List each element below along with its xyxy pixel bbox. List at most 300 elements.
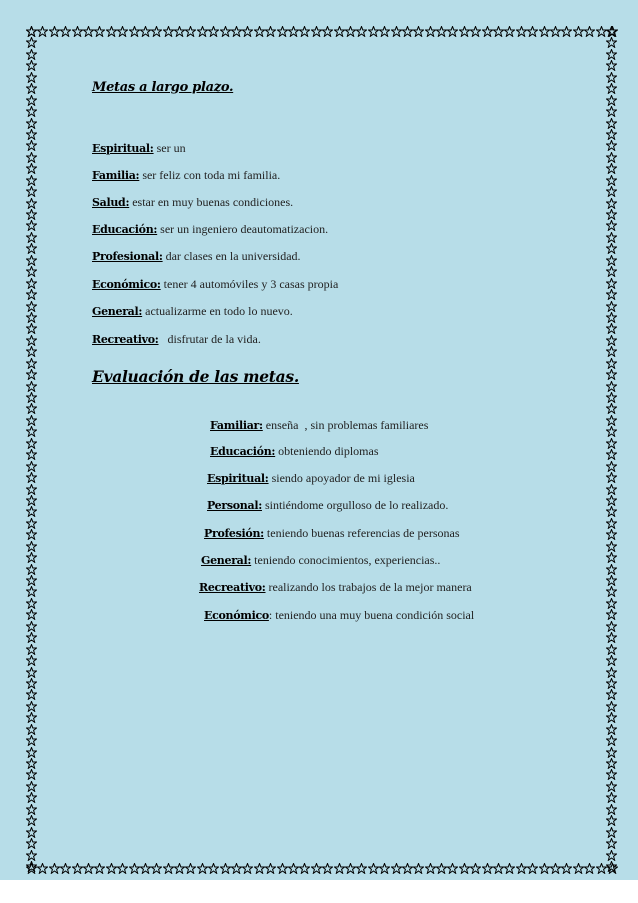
evaluation-text: teniendo conocimientos, experiencias.. [251,553,441,567]
evaluation-label: Económico [204,609,269,622]
star-icon [606,369,617,380]
star-icon [606,598,617,609]
star-icon [129,863,140,874]
evaluation-text: siendo apoyador de mi iglesia [268,471,415,485]
evaluation-line [199,580,472,595]
star-icon [606,392,617,403]
goal-label: Recreativo: [92,333,159,346]
goal-label: Espiritual: [92,142,154,155]
star-icon [117,863,128,874]
star-icon [606,586,617,597]
page-gap [0,880,638,903]
star-icon [174,863,185,874]
goals-evaluation-title: Evaluación de las metas. [92,367,299,386]
star-icon [334,863,345,874]
star-icon [606,552,617,563]
star-icon [26,747,37,758]
star-icon [493,26,504,37]
star-icon [573,26,584,37]
star-icon [231,863,242,874]
star-icon [60,26,71,37]
star-icon [606,106,617,117]
star-icon [26,495,37,506]
star-icon [606,323,617,334]
star-icon [334,26,345,37]
goal-label: Salud: [92,196,130,209]
star-icon [447,26,458,37]
star-icon [606,484,617,495]
star-icon [504,26,515,37]
star-icon [606,60,617,71]
star-icon [37,26,48,37]
star-icon [606,278,617,289]
star-border-right [604,26,618,872]
star-icon [606,209,617,220]
star-icon [606,186,617,197]
star-icon [277,26,288,37]
evaluation-label: General: [201,554,252,567]
star-icon [26,220,37,231]
star-icon [26,529,37,540]
star-icon [197,26,208,37]
star-icon [299,863,310,874]
star-icon [606,449,617,460]
star-icon [26,792,37,803]
star-icon [539,26,550,37]
star-icon [163,863,174,874]
star-icon [26,381,37,392]
star-icon [288,26,299,37]
star-icon [482,26,493,37]
star-border-left [24,26,38,872]
star-icon [26,769,37,780]
star-icon [606,758,617,769]
star-icon [185,863,196,874]
star-icon [26,209,37,220]
star-icon [26,301,37,312]
star-icon [425,26,436,37]
star-icon [482,863,493,874]
star-icon [129,26,140,37]
star-icon [288,863,299,874]
star-icon [606,152,617,163]
star-icon [470,863,481,874]
star-icon [606,255,617,266]
star-icon [368,863,379,874]
star-icon [527,26,538,37]
star-icon [26,701,37,712]
star-icon [299,26,310,37]
star-icon [561,863,572,874]
goal-label: Educación: [92,223,158,236]
star-icon [606,438,617,449]
star-icon [606,472,617,483]
star-icon [539,863,550,874]
star-icon [140,863,151,874]
star-icon [254,863,265,874]
star-icon [493,863,504,874]
star-icon [26,678,37,689]
star-icon [26,724,37,735]
star-icon [379,863,390,874]
evaluation-label: Profesión: [204,527,264,540]
star-border-bottom [26,861,618,875]
star-icon [26,712,37,723]
star-icon [26,186,37,197]
star-icon [163,26,174,37]
star-icon [413,26,424,37]
star-icon [26,735,37,746]
star-icon [94,26,105,37]
star-icon [311,26,322,37]
star-icon [606,609,617,620]
evaluation-label: Familiar: [210,419,263,432]
star-icon [606,575,617,586]
star-icon [26,838,37,849]
star-icon [606,415,617,426]
star-icon [606,301,617,312]
star-icon [436,26,447,37]
star-icon [265,863,276,874]
star-icon [37,863,48,874]
evaluation-text: obteniendo diplomas [275,444,379,458]
star-icon [242,863,253,874]
star-icon [606,266,617,277]
star-icon [26,312,37,323]
star-icon [368,26,379,37]
star-icon [26,689,37,700]
star-icon [220,26,231,37]
goal-text: ser feliz con toda mi familia. [139,168,281,182]
star-icon [606,747,617,758]
star-icon [26,644,37,655]
star-icon [117,26,128,37]
star-icon [606,792,617,803]
star-icon [606,95,617,106]
star-icon [26,232,37,243]
evaluation-line [207,498,448,513]
star-icon [606,83,617,94]
star-icon [606,815,617,826]
star-icon [606,735,617,746]
evaluation-line [207,471,415,486]
star-icon [254,26,265,37]
star-icon [26,449,37,460]
star-icon [345,26,356,37]
star-icon [72,863,83,874]
star-icon [26,552,37,563]
star-icon [550,26,561,37]
star-icon [72,26,83,37]
goal-line [92,141,186,156]
goal-line [92,277,338,292]
star-icon [402,863,413,874]
star-icon [26,667,37,678]
star-icon [606,461,617,472]
star-icon [94,863,105,874]
star-icon [26,175,37,186]
star-icon [26,163,37,174]
goal-text: disfrutar de la vida. [158,332,261,346]
star-icon [26,484,37,495]
goal-line [92,332,261,347]
star-icon [606,769,617,780]
star-icon [106,863,117,874]
star-icon [106,26,117,37]
star-icon [26,861,37,872]
star-icon [606,621,617,632]
star-icon [26,781,37,792]
star-icon [561,26,572,37]
star-icon [606,781,617,792]
star-icon [26,278,37,289]
star-icon [606,72,617,83]
star-icon [606,850,617,861]
star-icon [26,655,37,666]
star-icon [606,655,617,666]
star-icon [277,863,288,874]
star-icon [208,863,219,874]
star-icon [606,118,617,129]
star-icon [447,863,458,874]
star-icon [425,863,436,874]
star-icon [26,461,37,472]
star-icon [311,863,322,874]
star-icon [26,152,37,163]
star-icon [606,827,617,838]
star-icon [26,564,37,575]
star-icon [413,863,424,874]
star-border-top [26,24,618,38]
star-icon [606,632,617,643]
star-icon [26,586,37,597]
star-icon [26,472,37,483]
star-icon [606,49,617,60]
star-icon [26,37,37,48]
star-icon [402,26,413,37]
star-icon [26,26,37,37]
star-icon [379,26,390,37]
evaluation-text: teniendo buenas referencias de personas [263,526,460,540]
star-icon [26,323,37,334]
star-icon [459,26,470,37]
star-icon [26,346,37,357]
evaluation-line [210,418,428,433]
goal-line [92,195,293,210]
star-icon [459,863,470,874]
star-icon [220,863,231,874]
star-icon [151,26,162,37]
star-icon [606,289,617,300]
star-icon [265,26,276,37]
star-icon [584,26,595,37]
evaluation-line [201,553,440,568]
star-icon [197,863,208,874]
star-icon [606,861,617,872]
star-icon [26,49,37,60]
star-icon [606,838,617,849]
star-icon [242,26,253,37]
star-icon [26,118,37,129]
star-icon [26,575,37,586]
star-icon [151,863,162,874]
star-icon [606,220,617,231]
evaluation-label: Educación: [210,445,276,458]
evaluation-label: Personal: [207,499,262,512]
star-icon [26,95,37,106]
star-icon [60,863,71,874]
goal-line [92,304,293,319]
star-icon [606,564,617,575]
star-icon [174,26,185,37]
star-icon [26,506,37,517]
star-icon [606,712,617,723]
star-icon [606,426,617,437]
star-icon [26,83,37,94]
star-icon [606,163,617,174]
star-icon [26,266,37,277]
star-icon [606,701,617,712]
evaluation-line [210,444,379,459]
star-icon [208,26,219,37]
star-icon [606,26,617,37]
star-icon [436,863,447,874]
star-icon [584,863,595,874]
star-icon [606,198,617,209]
star-icon [606,37,617,48]
star-icon [606,129,617,140]
star-icon [140,26,151,37]
star-icon [606,667,617,678]
star-icon [606,243,617,254]
star-icon [606,804,617,815]
star-icon [26,426,37,437]
star-icon [26,198,37,209]
star-icon [356,863,367,874]
star-icon [26,632,37,643]
star-icon [26,106,37,117]
star-icon [573,863,584,874]
star-icon [26,60,37,71]
star-icon [606,506,617,517]
star-icon [606,689,617,700]
star-icon [504,863,515,874]
star-icon [606,140,617,151]
star-icon [26,403,37,414]
star-icon [606,678,617,689]
evaluation-line [204,526,460,541]
evaluation-text: : teniendo una muy buena condición social [268,608,475,622]
star-icon [606,335,617,346]
star-icon [606,403,617,414]
star-icon [606,312,617,323]
goal-line [92,249,301,264]
star-icon [26,804,37,815]
goal-text: ser un ingeniero deautomatizacion. [157,222,329,236]
star-icon [606,346,617,357]
star-icon [550,863,561,874]
star-icon [470,26,481,37]
star-icon [26,129,37,140]
star-icon [26,815,37,826]
goal-text: actualizarme en todo lo nuevo. [142,304,293,318]
goal-text: estar en muy buenas condiciones. [129,195,294,209]
star-icon [26,243,37,254]
star-icon [606,518,617,529]
star-icon [26,438,37,449]
goal-label: Familia: [92,169,140,182]
star-icon [49,863,60,874]
goal-line [92,168,280,183]
star-icon [26,72,37,83]
evaluation-line [204,608,474,623]
star-icon [322,26,333,37]
star-icon [26,335,37,346]
goal-text: dar clases en la universidad. [162,249,301,263]
star-icon [26,758,37,769]
star-icon [26,598,37,609]
star-icon [26,850,37,861]
star-icon [356,26,367,37]
goal-text: ser un [153,141,186,155]
star-icon [83,26,94,37]
goal-label: Económico: [92,278,161,291]
star-icon [516,26,527,37]
star-icon [26,827,37,838]
star-icon [606,358,617,369]
star-icon [516,863,527,874]
star-icon [231,26,242,37]
long-term-goals-title: Metas a largo plazo. [92,80,234,95]
star-icon [26,369,37,380]
goal-text: tener 4 automóviles y 3 casas propia [160,277,339,291]
star-icon [26,518,37,529]
star-icon [26,140,37,151]
star-icon [606,541,617,552]
star-icon [26,621,37,632]
star-icon [26,609,37,620]
star-icon [26,392,37,403]
star-icon [26,415,37,426]
star-icon [606,232,617,243]
star-icon [606,529,617,540]
star-icon [391,26,402,37]
star-icon [83,863,94,874]
star-icon [26,289,37,300]
star-icon [322,863,333,874]
star-icon [606,644,617,655]
goal-label: Profesional: [92,250,163,263]
star-icon [345,863,356,874]
star-icon [26,255,37,266]
evaluation-label: Recreativo: [199,581,266,594]
star-icon [527,863,538,874]
star-icon [606,495,617,506]
evaluation-label: Espiritual: [207,472,269,485]
star-icon [26,358,37,369]
evaluation-text: realizando los trabajos de la mejor manera [265,580,472,594]
evaluation-text: sintiéndome orgulloso de lo realizado. [261,498,449,512]
star-icon [49,26,60,37]
star-icon [26,541,37,552]
goal-label: General: [92,305,143,318]
goal-line [92,222,328,237]
star-icon [185,26,196,37]
evaluation-text: enseña , sin problemas familiares [262,418,429,432]
star-icon [391,863,402,874]
star-icon [606,381,617,392]
star-icon [606,724,617,735]
